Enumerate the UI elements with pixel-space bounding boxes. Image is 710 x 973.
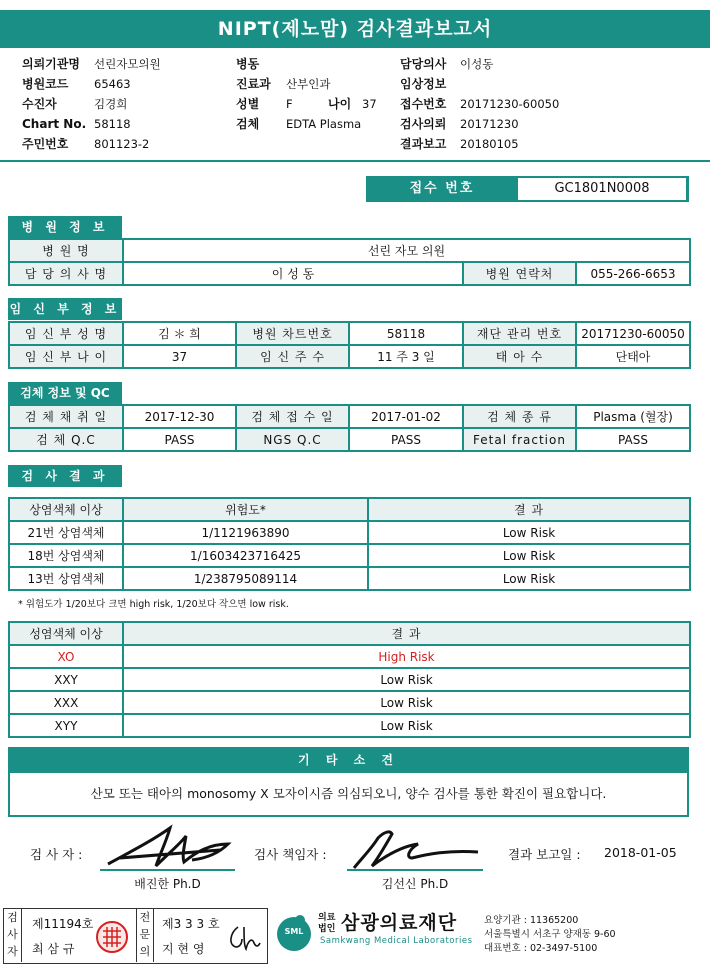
table-cell: High Risk — [123, 645, 690, 668]
side-char: 문 — [139, 928, 151, 941]
doctor-label: 담 당 의 사 명 — [9, 262, 123, 285]
org-code: 요양기관 : 11365200 — [484, 915, 579, 926]
sex-chromosome-table — [8, 621, 691, 738]
column-header: 결 과 — [368, 498, 690, 521]
info-row — [236, 114, 377, 134]
tester-sign-line — [100, 869, 235, 871]
info-key: 수진자 — [22, 97, 57, 111]
info-value: 선린자모의원 — [94, 57, 161, 71]
table-cell: Low Risk — [123, 668, 690, 691]
section-results: 검 사 결 과 — [8, 465, 122, 487]
info-value: 58118 — [94, 117, 131, 131]
info-value: 20180105 — [460, 137, 519, 151]
info-value: EDTA Plasma — [286, 117, 362, 131]
manager-label: 검사 책임자 : — [254, 847, 327, 862]
mgmt-no-label: 재단 관리 번호 — [463, 322, 576, 345]
table-row — [9, 262, 690, 285]
tester-license: 제11194호 — [32, 917, 94, 931]
info-key: 접수번호 — [400, 97, 447, 111]
info-row — [236, 74, 377, 94]
info-row — [22, 54, 161, 74]
autosome-table — [8, 497, 691, 591]
ngs-value: PASS — [349, 428, 463, 451]
manager-sign-line — [347, 869, 483, 871]
table-row — [9, 521, 690, 544]
table-cell: Low Risk — [368, 544, 690, 567]
table-cell: 21번 상염색체 — [9, 521, 123, 544]
info-value: 이성동 — [460, 57, 494, 71]
table-cell: Low Risk — [368, 567, 690, 590]
table-cell: Low Risk — [123, 691, 690, 714]
weeks-label: 임 신 주 수 — [236, 345, 349, 368]
table-row — [9, 567, 690, 590]
table-row — [9, 645, 690, 668]
other-findings: 산모 또는 태아의 monosomy X 모자이시즘 의심되오니, 양수 검사를 통한 확진이 필요합니다. — [8, 773, 689, 817]
pregnant-age: 37 — [123, 345, 236, 368]
table-cell: XXY — [9, 668, 123, 691]
info-key: 성별 — [236, 97, 260, 111]
receipt-label: 접수 번호 — [409, 181, 475, 196]
table-cell: 1/1603423716425 — [123, 544, 368, 567]
table-row — [9, 498, 690, 521]
info-value: 20171230 — [460, 117, 519, 131]
section-specimen: 검체 정보 및 QC — [8, 382, 122, 404]
patient-info — [0, 48, 710, 162]
chart-no: 58118 — [349, 322, 463, 345]
info-row — [400, 74, 559, 94]
table-row — [9, 544, 690, 567]
pregnant-name: 김 ＊ 희 — [123, 322, 236, 345]
table-cell: 13번 상염색체 — [9, 567, 123, 590]
info-row — [400, 114, 559, 134]
collect-date: 2017-12-30 — [123, 405, 236, 428]
org-prefix-line: 의료 — [318, 913, 336, 923]
info-value: 20171230-60050 — [460, 97, 560, 111]
table-row — [9, 345, 690, 368]
tester-signature-icon — [100, 822, 236, 872]
info-row — [22, 134, 161, 154]
info-key: 담당의사 — [400, 57, 447, 71]
table-cell: Low Risk — [123, 714, 690, 737]
receipt-value: GC1801N0008 — [518, 178, 686, 200]
column-header: 상염색체 이상 — [9, 498, 123, 521]
column-header: 위험도* — [123, 498, 368, 521]
doctor-signature-icon — [224, 923, 262, 953]
org-phone: 대표번호 : 02-3497-5100 — [484, 943, 598, 954]
receive-label: 검 체 접 수 일 — [236, 405, 349, 428]
specimen-table — [8, 404, 691, 452]
tester-name: 배진한 Ph.D — [134, 877, 201, 891]
report-title: NIPT(제노맘) 검사결과보고서 — [0, 10, 710, 48]
info-value: 산부인과 — [286, 77, 331, 91]
info-column-3 — [400, 54, 559, 154]
info-column-1 — [22, 54, 161, 154]
side-char: 전 — [139, 911, 151, 924]
section-hospital: 병 원 정 보 — [8, 216, 122, 238]
info-key: 임상정보 — [400, 77, 447, 91]
info-row — [400, 134, 559, 154]
info-key: Chart No. — [22, 117, 87, 131]
manager-signature-icon — [348, 824, 484, 872]
table-row — [9, 322, 690, 345]
table-cell: XXX — [9, 691, 123, 714]
table-row — [9, 668, 690, 691]
info-value: 65463 — [94, 77, 131, 91]
info-row — [22, 74, 161, 94]
org-address: 서울특별시 서초구 양재동 9-60 — [484, 929, 616, 940]
info-key: 진료과 — [236, 77, 271, 91]
org-prefix-line: 법인 — [318, 924, 336, 934]
table-cell: Low Risk — [368, 521, 690, 544]
collect-label: 검 체 채 취 일 — [9, 405, 123, 428]
info-key: 검사의뢰 — [400, 117, 447, 131]
qc-value: PASS — [123, 428, 236, 451]
section-other: 기 타 소 견 — [8, 747, 689, 773]
ngs-label: NGS Q.C — [236, 428, 349, 451]
report-date-label: 결과 보고일 : — [508, 847, 581, 862]
table-row — [9, 239, 690, 262]
doctor-license: 제3 3 3 호 — [162, 917, 220, 931]
tester-side-label — [4, 909, 22, 962]
table-cell: 18번 상염색체 — [9, 544, 123, 567]
contact-value: 055-266-6653 — [576, 262, 690, 285]
org-name: 삼광의료재단 — [341, 912, 458, 934]
info-row — [400, 54, 559, 74]
fetus-value: 단태아 — [576, 345, 690, 368]
table-cell: XO — [9, 645, 123, 668]
info-key: 결과보고 — [400, 137, 447, 151]
pregnant-table — [8, 321, 691, 369]
hospital-name: 선린 자모 의원 — [123, 239, 690, 262]
info-key: 병동 — [236, 57, 260, 71]
ff-value: PASS — [576, 428, 690, 451]
contact-label: 병원 연락처 — [463, 262, 576, 285]
ff-label: Fetal fraction — [463, 428, 576, 451]
doctor-side-label — [136, 909, 154, 962]
hospital-table — [8, 238, 691, 286]
table-row — [9, 691, 690, 714]
table-row — [9, 405, 690, 428]
table-cell: 1/238795089114 — [123, 567, 368, 590]
info-value: 37 — [362, 97, 377, 111]
report-date: 2018-01-05 — [604, 845, 677, 860]
section-pregnant: 임 신 부 정 보 — [8, 298, 122, 320]
info-row — [236, 94, 377, 114]
specimen-type-label: 검 체 종 류 — [463, 405, 576, 428]
column-header: 성염색체 이상 — [9, 622, 123, 645]
qc-label: 검 체 Q.C — [9, 428, 123, 451]
tester-label: 검 사 자 : — [30, 847, 83, 862]
info-value: F — [286, 97, 293, 111]
chart-no-label: 병원 차트번호 — [236, 322, 349, 345]
specimen-type: Plasma (혈장) — [576, 405, 690, 428]
tester-seal-icon — [94, 919, 130, 955]
info-row — [22, 114, 161, 134]
info-row — [22, 94, 161, 114]
doctor-name: 이 성 동 — [123, 262, 463, 285]
side-char: 자 — [7, 945, 18, 958]
side-char: 검 — [7, 911, 18, 924]
side-char: 사 — [7, 928, 18, 941]
table-cell: XYY — [9, 714, 123, 737]
info-key: 검체 — [236, 117, 260, 131]
table-row — [9, 428, 690, 451]
info-key: 주민번호 — [22, 137, 69, 151]
org-prefix — [318, 913, 335, 935]
info-column-2 — [236, 54, 377, 134]
info-row — [236, 54, 377, 74]
info-key: 병원코드 — [22, 77, 69, 91]
receipt-number — [366, 176, 689, 202]
weeks-value: 11 주 3 일 — [349, 345, 463, 368]
org-english-name: Samkwang Medical Laboratories — [320, 936, 473, 946]
manager-name: 김선신 Ph.D — [381, 877, 449, 891]
receive-date: 2017-01-02 — [349, 405, 463, 428]
certification-box — [3, 908, 268, 964]
column-header: 결 과 — [123, 622, 690, 645]
table-cell: 1/1121963890 — [123, 521, 368, 544]
mgmt-no: 20171230-60050 — [576, 322, 690, 345]
tester-name-footer: 최 삼 규 — [32, 942, 75, 956]
info-row — [400, 94, 559, 114]
side-char: 의 — [139, 945, 151, 958]
table-row — [9, 714, 690, 737]
doctor-name-footer: 지 현 영 — [162, 942, 205, 956]
risk-note: * 위험도가 1/20보다 크면 high risk, 1/20보다 작으면 low risk. — [18, 599, 289, 610]
info-value: 김경희 — [94, 97, 128, 111]
info-key: 의뢰기관명 — [22, 57, 80, 71]
logo-abbr: SML — [284, 927, 304, 936]
fetus-label: 태 아 수 — [463, 345, 576, 368]
hospital-name-label: 병 원 명 — [9, 239, 123, 262]
pregnant-name-label: 임 신 부 성 명 — [9, 322, 123, 345]
info-key: 나이 — [328, 97, 352, 111]
table-row — [9, 622, 690, 645]
info-value: 801123-2 — [94, 137, 150, 151]
pregnant-age-label: 임 신 부 나 이 — [9, 345, 123, 368]
